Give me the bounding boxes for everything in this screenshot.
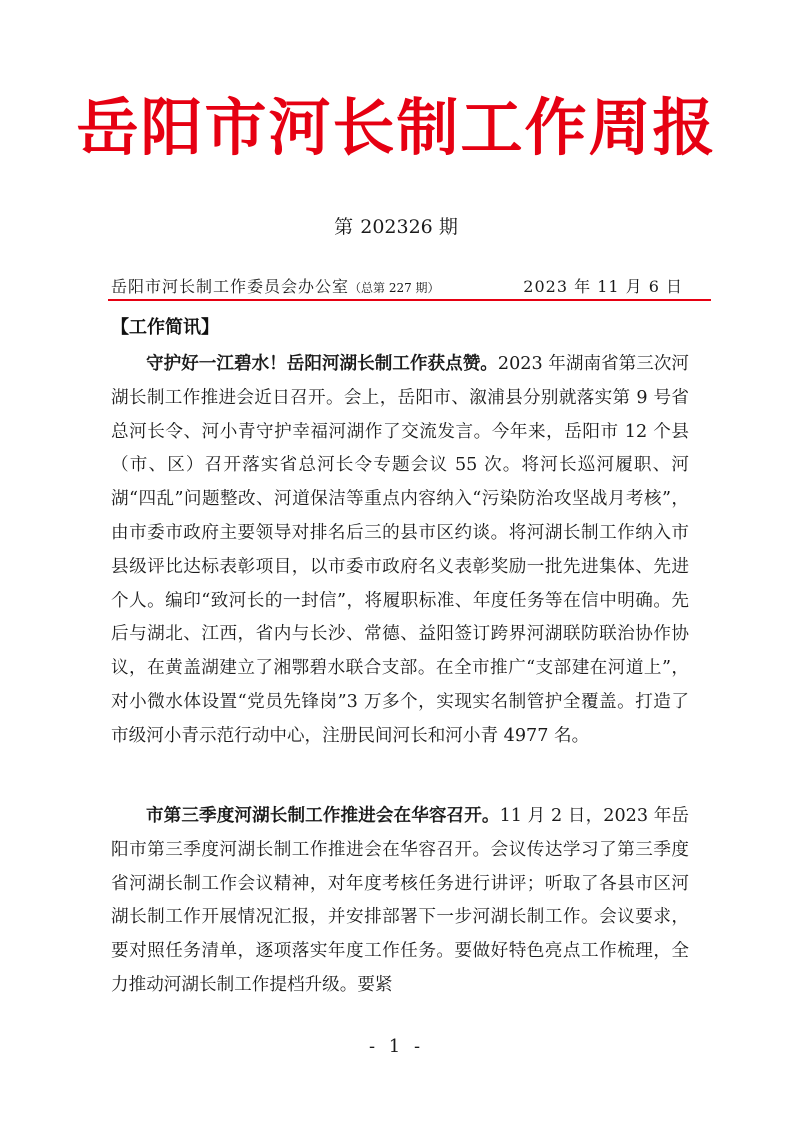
issue-suffix: 期 (438, 216, 459, 238)
issue-value: 202326 (360, 216, 433, 238)
header-meta (111, 275, 711, 299)
red-divider (108, 299, 711, 301)
issuer-line (111, 275, 440, 300)
issuer-org: 岳阳市河长制工作委员会办公室 (111, 277, 350, 296)
article-body: 11 月 2 日，2023 年岳阳市第三季度河湖长制工作推进会在华容召开。会议传达学习了第三季度省河湖长制工作会议精神，对年度考核任务进行讲评；听取了各县市区河湖长制工作开展情况汇报，并安排部署下一步河湖长制工作。会议要求，要对照任务清单，逐项落实年度工作任务。要做好特色亮点工作梳理，全力推动河湖长制工作提档升级。要紧 (111, 806, 689, 995)
section-heading: 【工作简讯】 (111, 317, 219, 338)
page-number: - 1 - (368, 1036, 425, 1057)
issue-prefix: 第 (334, 216, 355, 238)
article-lead: 守护好一江碧水！岳阳河湖长制工作获点赞。 (146, 354, 498, 374)
article-lead: 市第三季度河湖长制工作推进会在华容召开。 (146, 806, 500, 826)
article-paragraph (111, 348, 689, 754)
article-paragraph (111, 800, 689, 1003)
total-issue: （总第 227 期） (349, 281, 440, 295)
issue-number (0, 213, 793, 241)
article-body: 2023 年湖南省第三次河湖长制工作推进会近日召开。会上，岳阳市、溆浦县分别就落实第 9 号省总河长令、河小青守护幸福河湖作了交流发言。今年来，岳阳市 12 个县（市、区）召开落实省总河长令专题会议 55 次。将河长巡河履职、河湖“四乱”问题整改、河道保洁等重点内容纳入“污染防治攻坚战月考核”，由市委市政府主要领导对排名后三的县市区约谈。将河湖长制工作纳入市县级评比达标表彰项目，以市委市政府名义表彰奖励一批先进集体、先进个人。编印“致河长的一封信”，将履职标准、年度任务等在信中明确。先后与湖北、江西，省内与长沙、常德、益阳签订跨界河湖联防联治协作协议，在黄盖湖建立了湘鄂碧水联合支部。在全市推广“支部建在河道上”，对小微水体设置“党员先锋岗”3 万多个，实现实名制管护全覆盖。打造了市级河小青示范行动中心，注册民间河长和河小青 4977 名。 (111, 354, 690, 746)
issue-date: 2023 年 11 月 6 日 (523, 277, 683, 296)
masthead-title: 岳阳市河长制工作周报 (76, 91, 717, 164)
